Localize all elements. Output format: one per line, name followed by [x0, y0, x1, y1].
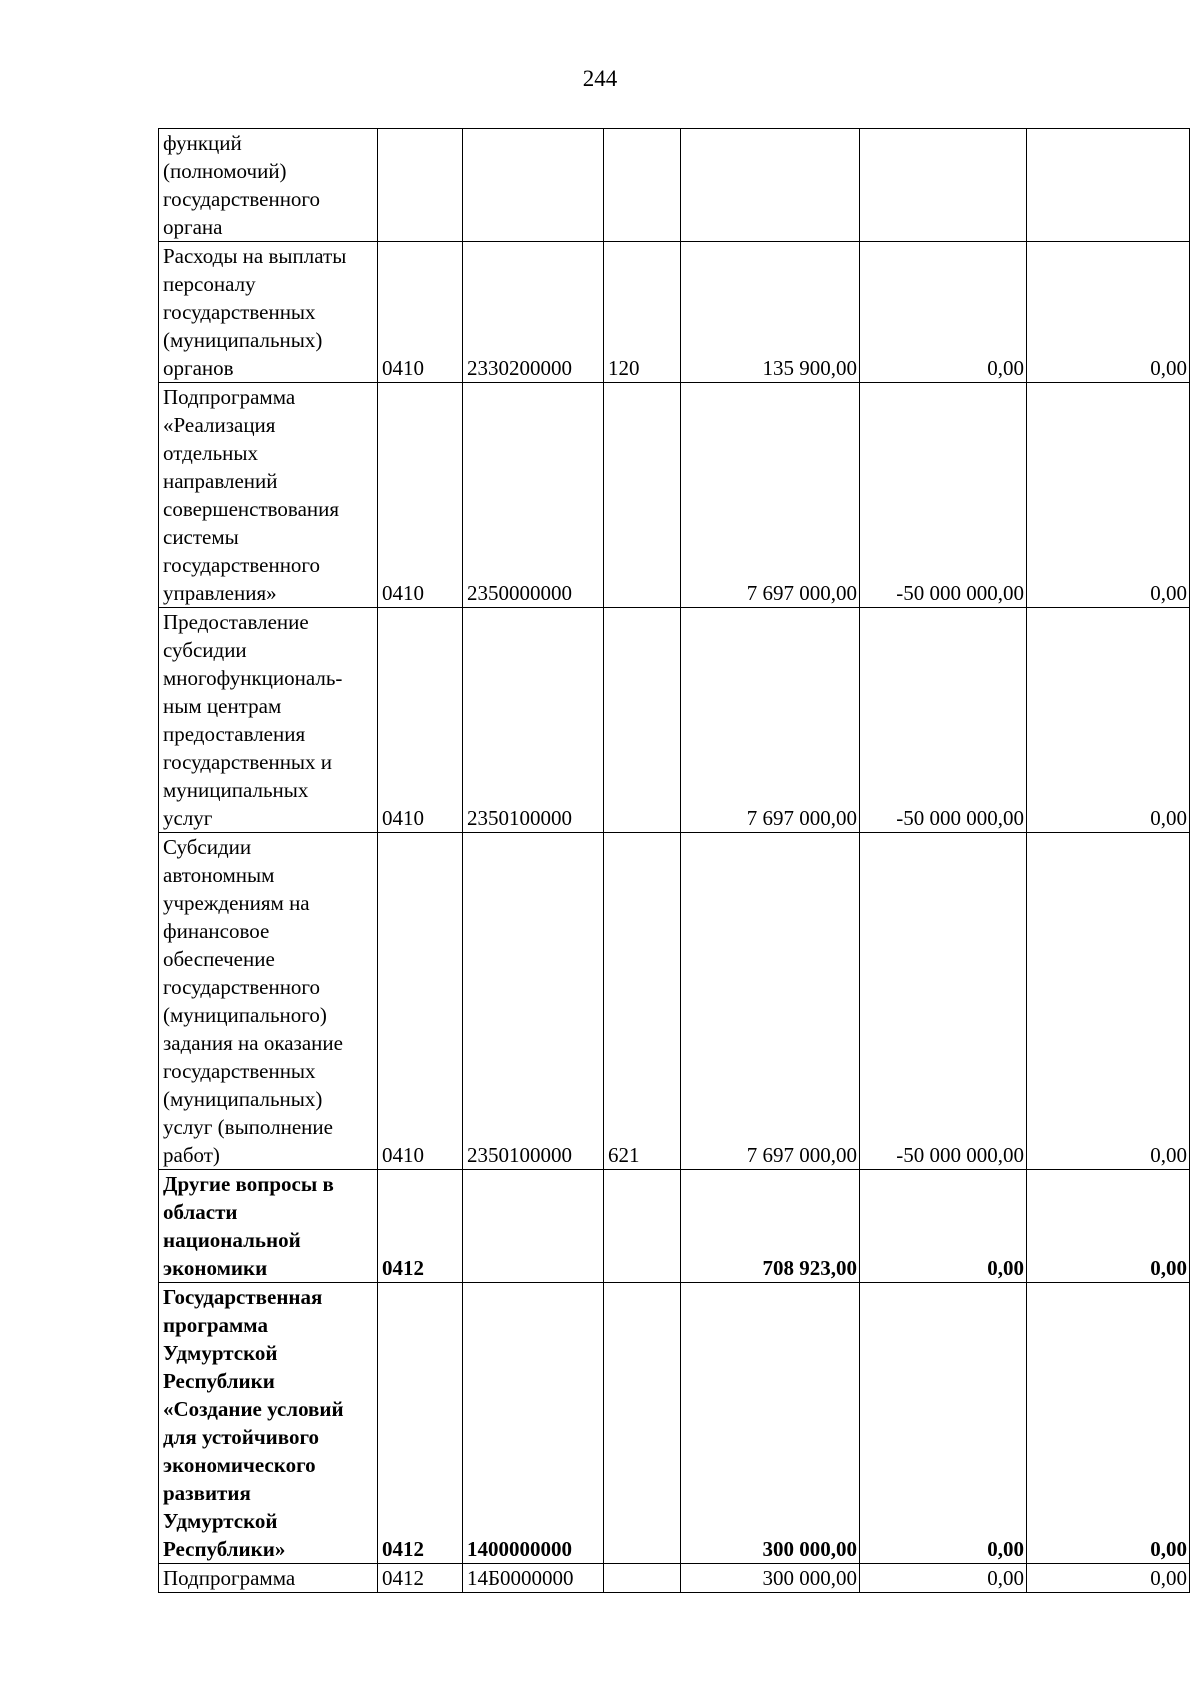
- amount-3-cell: 0,00: [1027, 1170, 1190, 1283]
- expense-type-cell: [604, 129, 681, 242]
- amount-1-cell: [681, 129, 860, 242]
- expense-name-line: Расходы на выплаты: [163, 244, 347, 268]
- expense-name-cell: [159, 608, 378, 833]
- budget-table-body: [159, 129, 1190, 1593]
- expense-name-cell: [159, 1283, 378, 1564]
- expense-name-line: для устойчивого: [163, 1425, 319, 1449]
- expense-name-line: Республики»: [163, 1537, 286, 1561]
- expense-name-line: области: [163, 1200, 238, 1224]
- target-article-cell: [463, 1170, 604, 1283]
- expense-name-line: задания на оказание: [163, 1031, 343, 1055]
- expense-name-cell: [159, 129, 378, 242]
- amount-2-cell: [860, 129, 1027, 242]
- amount-2-cell: -50 000 000,00: [860, 383, 1027, 608]
- expense-name-line: национальной: [163, 1228, 301, 1252]
- amount-1-cell: 7 697 000,00: [681, 383, 860, 608]
- expense-name-line: «Реализация: [163, 413, 276, 437]
- section-code-cell: 0410: [378, 383, 463, 608]
- expense-name-line: (муниципальных): [163, 328, 323, 352]
- expense-name-line: (муниципального): [163, 1003, 327, 1027]
- expense-name-line: предоставления: [163, 722, 306, 746]
- amount-2-cell: -50 000 000,00: [860, 608, 1027, 833]
- expense-name-line: государственного: [163, 187, 321, 211]
- target-article-cell: [463, 129, 604, 242]
- amount-2-cell: 0,00: [860, 242, 1027, 383]
- table-row: [159, 608, 1190, 833]
- table-row: [159, 1283, 1190, 1564]
- expense-type-cell: [604, 608, 681, 833]
- amount-3-cell: 0,00: [1027, 383, 1190, 608]
- expense-type-cell: 621: [604, 833, 681, 1170]
- expense-name-line: программа: [163, 1313, 268, 1337]
- expense-name-line: (полномочий): [163, 159, 287, 183]
- target-article-cell: 1400000000: [463, 1283, 604, 1564]
- target-article-cell: 2350100000: [463, 608, 604, 833]
- table-row: [159, 242, 1190, 383]
- target-article-cell: 2350000000: [463, 383, 604, 608]
- section-code-cell: 0412: [378, 1564, 463, 1593]
- expense-name-line: системы: [163, 525, 239, 549]
- expense-name-line: Подпрограмма: [163, 1566, 296, 1590]
- amount-3-cell: 0,00: [1027, 1564, 1190, 1593]
- table-row: [159, 383, 1190, 608]
- expense-name-line: ным центрам: [163, 694, 282, 718]
- amount-3-cell: 0,00: [1027, 242, 1190, 383]
- expense-name-line: Субсидии: [163, 835, 252, 859]
- expense-name-line: многофункциональ-: [163, 666, 343, 690]
- expense-name-line: государственных и: [163, 750, 333, 774]
- expense-type-cell: 120: [604, 242, 681, 383]
- amount-1-cell: 135 900,00: [681, 242, 860, 383]
- expense-name-line: муниципальных: [163, 778, 309, 802]
- expense-type-cell: [604, 383, 681, 608]
- expense-name-cell: [159, 1564, 378, 1593]
- expense-name-line: экономики: [163, 1256, 268, 1280]
- expense-name-line: государственного: [163, 553, 321, 577]
- section-code-cell: 0410: [378, 833, 463, 1170]
- target-article-cell: 2330200000: [463, 242, 604, 383]
- table-row: [159, 1170, 1190, 1283]
- section-code-cell: [378, 129, 463, 242]
- amount-3-cell: 0,00: [1027, 1283, 1190, 1564]
- amount-1-cell: 300 000,00: [681, 1564, 860, 1593]
- expense-name-line: органов: [163, 356, 234, 380]
- expense-name-line: управления»: [163, 581, 277, 605]
- table-row: [159, 833, 1190, 1170]
- expense-name-line: автономным: [163, 863, 275, 887]
- expense-name-cell: [159, 833, 378, 1170]
- expense-name-line: услуг: [163, 806, 213, 830]
- section-code-cell: 0412: [378, 1283, 463, 1564]
- expense-name-line: экономического: [163, 1453, 316, 1477]
- amount-2-cell: -50 000 000,00: [860, 833, 1027, 1170]
- expense-type-cell: [604, 1283, 681, 1564]
- expense-name-cell: [159, 242, 378, 383]
- amount-2-cell: 0,00: [860, 1170, 1027, 1283]
- budget-table: [158, 128, 1190, 1593]
- expense-name-line: Удмуртской: [163, 1341, 278, 1365]
- expense-name-line: направлений: [163, 469, 278, 493]
- target-article-cell: 2350100000: [463, 833, 604, 1170]
- expense-name-line: Другие вопросы в: [163, 1172, 334, 1196]
- expense-name-line: учреждениям на: [163, 891, 310, 915]
- amount-1-cell: 7 697 000,00: [681, 833, 860, 1170]
- amount-1-cell: 708 923,00: [681, 1170, 860, 1283]
- expense-type-cell: [604, 1564, 681, 1593]
- expense-name-line: (муниципальных): [163, 1087, 323, 1111]
- table-row: [159, 129, 1190, 242]
- expense-name-line: государственных: [163, 300, 316, 324]
- expense-name-line: работ): [163, 1143, 220, 1167]
- section-code-cell: 0412: [378, 1170, 463, 1283]
- expense-name-cell: [159, 1170, 378, 1283]
- expense-type-cell: [604, 1170, 681, 1283]
- section-code-cell: 0410: [378, 242, 463, 383]
- expense-name-line: Подпрограмма: [163, 385, 296, 409]
- expense-name-line: функций: [163, 131, 242, 155]
- target-article-cell: 14Б0000000: [463, 1564, 604, 1593]
- expense-name-cell: [159, 383, 378, 608]
- expense-name-line: Государственная: [163, 1285, 323, 1309]
- expense-name-line: финансовое: [163, 919, 270, 943]
- expense-name-line: Республики: [163, 1369, 275, 1393]
- page-number: 244: [582, 66, 618, 91]
- expense-name-line: развития: [163, 1481, 251, 1505]
- expense-name-line: «Создание условий: [163, 1397, 344, 1421]
- expense-name-line: Удмуртской: [163, 1509, 278, 1533]
- expense-name-line: отдельных: [163, 441, 259, 465]
- amount-3-cell: 0,00: [1027, 608, 1190, 833]
- expense-name-line: субсидии: [163, 638, 247, 662]
- expense-name-line: совершенствования: [163, 497, 340, 521]
- expense-name-line: государственного: [163, 975, 321, 999]
- expense-name-line: обеспечение: [163, 947, 275, 971]
- amount-1-cell: 300 000,00: [681, 1283, 860, 1564]
- expense-name-line: органа: [163, 215, 223, 239]
- amount-3-cell: 0,00: [1027, 833, 1190, 1170]
- amount-3-cell: [1027, 129, 1190, 242]
- expense-name-line: услуг (выполнение: [163, 1115, 333, 1139]
- amount-1-cell: 7 697 000,00: [681, 608, 860, 833]
- expense-name-line: персоналу: [163, 272, 256, 296]
- amount-2-cell: 0,00: [860, 1564, 1027, 1593]
- expense-name-line: государственных: [163, 1059, 316, 1083]
- expense-name-line: Предоставление: [163, 610, 309, 634]
- section-code-cell: 0410: [378, 608, 463, 833]
- amount-2-cell: 0,00: [860, 1283, 1027, 1564]
- table-row: [159, 1564, 1190, 1593]
